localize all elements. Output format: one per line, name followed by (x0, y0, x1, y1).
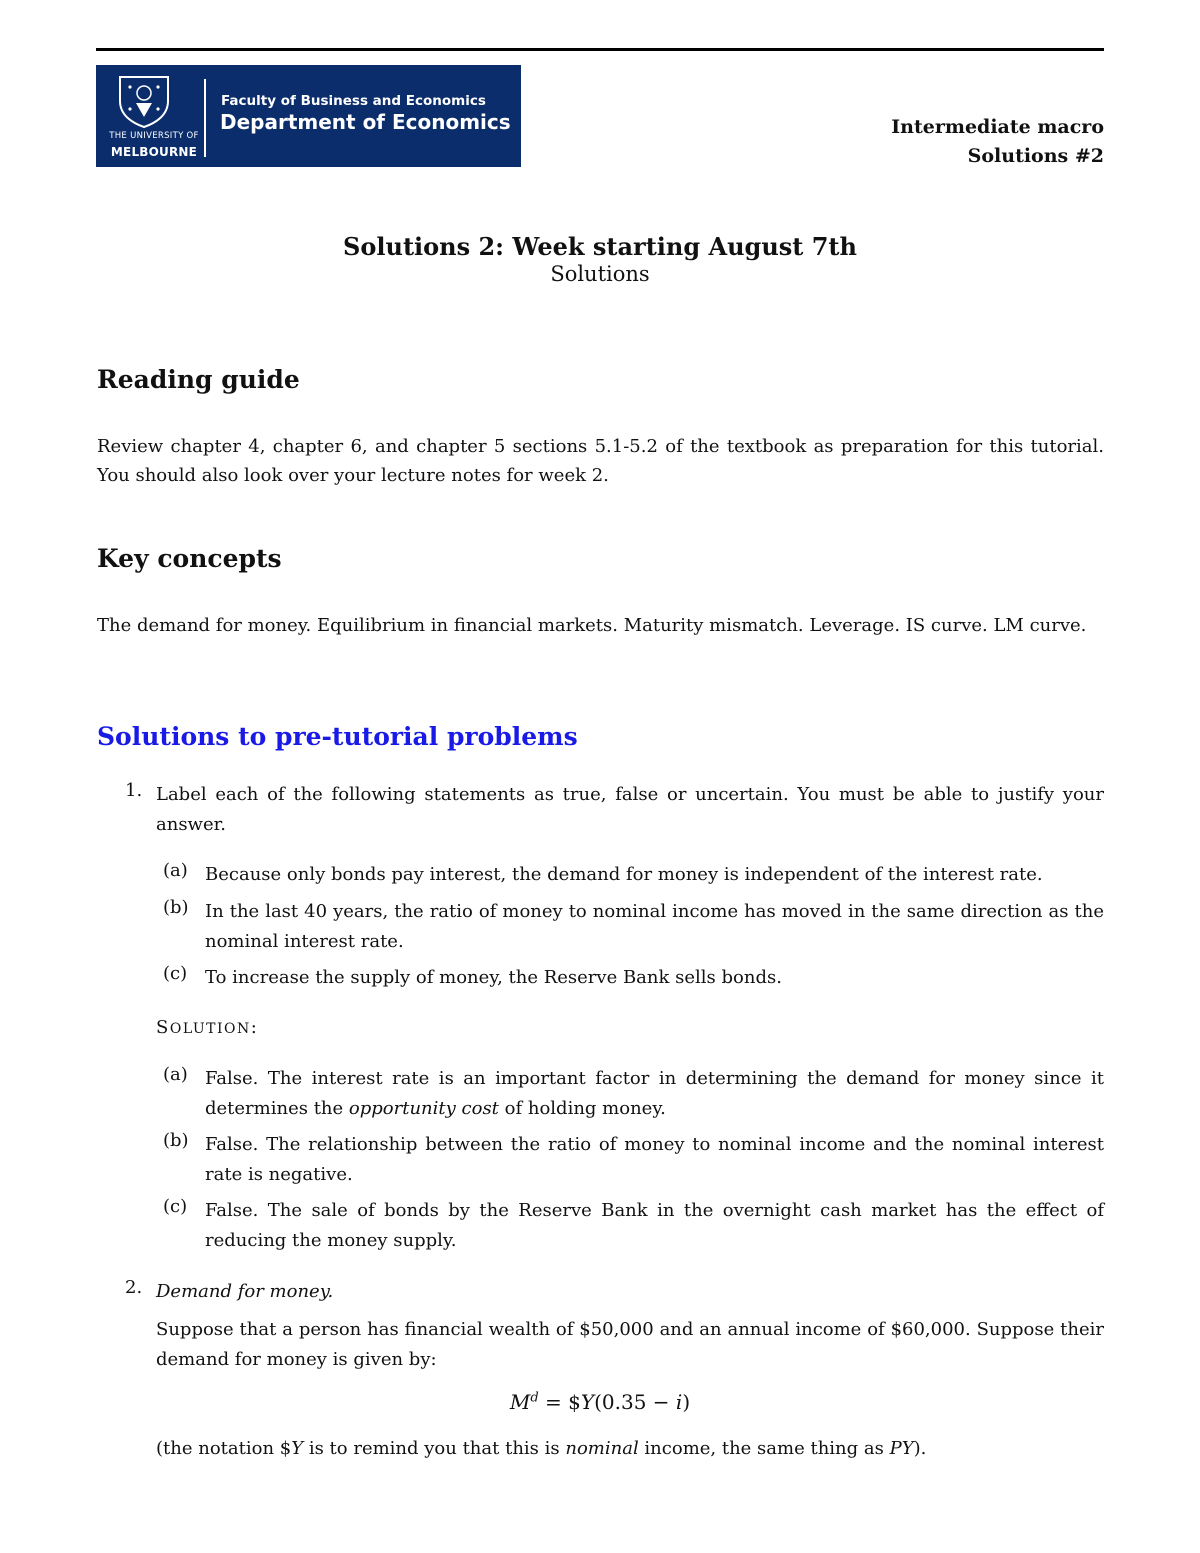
document-title: Solutions 2: Week starting August 7th (343, 232, 857, 261)
logo-faculty: Faculty of Business and Economics (221, 93, 486, 109)
answer-1b-label: (b) (163, 1130, 189, 1151)
pretutorial-heading: Solutions to pre-tutorial problems (97, 722, 578, 751)
question-1a-label: (a) (163, 860, 188, 881)
key-concepts-text: The demand for money. Equilibrium in financial markets. Maturity mismatch. Leverage. IS curve. LM curve. (97, 615, 1087, 636)
answer-1c-text: False. The sale of bonds by the Reserve Bank in the overnight cash market has the effect of reducing the money supply. (205, 1200, 1104, 1251)
top-rule (96, 48, 1104, 51)
answer-1a-emphasis: opportunity cost (348, 1097, 499, 1119)
question-1b-label: (b) (163, 897, 189, 918)
answer-1b-text: False. The relationship between the ratio of money to nominal income and the nominal interest rate is negative. (205, 1134, 1104, 1185)
logo-department: Department of Economics (220, 110, 511, 134)
money-demand-equation: $M^d$ = $Y(0.35 − i) (509, 1390, 691, 1414)
answer-1a-label: (a) (163, 1064, 188, 1085)
reading-guide-heading: Reading guide (97, 365, 300, 394)
reading-guide-text: Review chapter 4, chapter 6, and chapter 5 sections 5.1-5.2 of the textbook as preparation for this tutorial. You should also look over your lecture notes for week 2. (97, 436, 1104, 486)
question-1-text: Label each of the following statements as true, false or uncertain. You must be able to justify your answer. (156, 784, 1104, 835)
answer-1c-label: (c) (163, 1196, 188, 1217)
question-1c-text: To increase the supply of money, the Reserve Bank sells bonds. (205, 967, 782, 988)
logo-divider (204, 79, 206, 157)
question-2-title: Demand for money. (156, 1281, 334, 1302)
logo-university-of: THE UNIVERSITY OF (109, 131, 199, 141)
solution-label: SOLUTION: (156, 1017, 259, 1038)
question-1c-label: (c) (163, 963, 188, 984)
question-2-number: 2. (125, 1277, 143, 1298)
logo-melbourne: MELBOURNE (110, 145, 198, 159)
document-label: Solutions #2 (967, 145, 1104, 167)
question-1a-text: Because only bonds pay interest, the demand for money is independent of the interest rate. (205, 864, 1043, 885)
nominal-emphasis: nominal (565, 1438, 639, 1459)
document-subtitle: Solutions (550, 262, 650, 286)
question-1-number: 1. (125, 780, 143, 801)
question-2-note: (the notation $Y is to remind you that this is nominal income, the same thing as PY). (156, 1438, 927, 1459)
university-crest-icon (114, 73, 174, 129)
question-2-text: Suppose that a person has financial wealth of $50,000 and an annual income of $60,000. Suppose their demand for money is given by: (156, 1319, 1104, 1370)
key-concepts-heading: Key concepts (97, 544, 282, 573)
answer-1a-text: False. The interest rate is an important factor in determining the demand for money since it determines the opportunity cost of holding money. (205, 1068, 1104, 1119)
question-1b-text: In the last 40 years, the ratio of money to nominal income has moved in the same direction as the nominal interest rate. (205, 901, 1104, 952)
course-name: Intermediate macro (891, 116, 1104, 138)
university-logo (96, 65, 521, 167)
